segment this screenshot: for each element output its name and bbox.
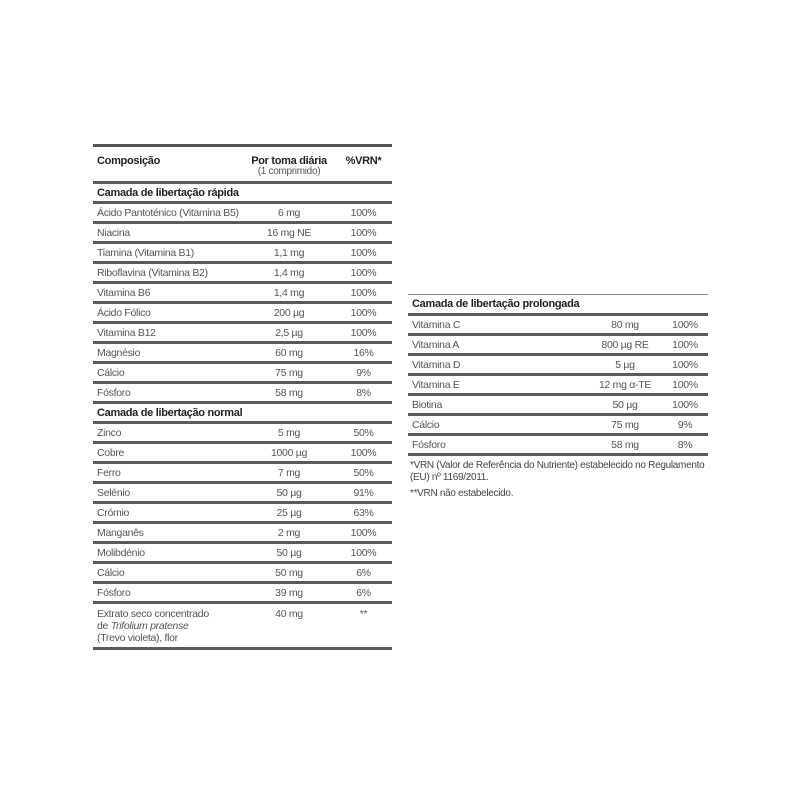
table-row	[408, 315, 708, 335]
nutrient-name: Fósforo	[408, 435, 588, 455]
nutrient-amount: 60 mg	[243, 343, 335, 363]
nutrient-name: Vitamina C	[408, 315, 588, 335]
nutrient-vrn: 100%	[335, 203, 392, 223]
nutrient-amount: 5 µg	[588, 355, 662, 375]
nutrient-vrn: 50%	[335, 423, 392, 443]
nutrient-name: Fósforo	[93, 583, 243, 603]
nutrient-vrn: 100%	[662, 395, 708, 415]
nutrient-name: Ferro	[93, 463, 243, 483]
table-row	[408, 415, 708, 435]
nutrient-vrn: 100%	[662, 335, 708, 355]
table-row	[93, 263, 392, 283]
table-row	[93, 243, 392, 263]
extract-line1: Extrato seco concentrado	[97, 608, 209, 620]
table-row	[93, 523, 392, 543]
nutrient-vrn: **	[335, 603, 392, 649]
section-title: Camada de libertação prolongada	[408, 295, 708, 315]
nutrient-amount: 50 mg	[243, 563, 335, 583]
nutrient-vrn: 8%	[662, 435, 708, 455]
table-row	[408, 335, 708, 355]
nutrient-amount: 6 mg	[243, 203, 335, 223]
table-row-extract	[93, 603, 392, 649]
table-row	[93, 303, 392, 323]
nutrient-amount: 50 µg	[588, 395, 662, 415]
nutrient-amount: 2,5 µg	[243, 323, 335, 343]
nutrient-vrn: 8%	[335, 383, 392, 403]
nutrient-vrn: 6%	[335, 563, 392, 583]
nutrient-name: Vitamina E	[408, 375, 588, 395]
nutrient-vrn: 9%	[662, 415, 708, 435]
nutrient-name: Crómio	[93, 503, 243, 523]
table-row	[93, 343, 392, 363]
nutrient-amount: 40 mg	[243, 603, 335, 649]
nutrient-name: Niacina	[93, 223, 243, 243]
nutrient-vrn: 50%	[335, 463, 392, 483]
extract-latin-name: Trifolium pratense	[110, 620, 189, 632]
table-row	[408, 395, 708, 415]
table-row	[93, 223, 392, 243]
footnote-vrn-not-established: **VRN não estabelecido.	[410, 488, 514, 499]
nutrient-amount: 200 µg	[243, 303, 335, 323]
nutrient-amount: 58 mg	[588, 435, 662, 455]
nutrient-name: Vitamina A	[408, 335, 588, 355]
nutrient-name: Molibdénio	[93, 543, 243, 563]
table-row	[93, 483, 392, 503]
table-row	[93, 563, 392, 583]
nutrient-name: Magnésio	[93, 343, 243, 363]
table-row	[93, 283, 392, 303]
header-daily-dose-sub: (1 comprimido)	[257, 166, 321, 177]
nutrient-name: Ácido Fólico	[93, 303, 243, 323]
nutrient-amount: 2 mg	[243, 523, 335, 543]
section-header-normal	[93, 403, 392, 423]
table-row	[408, 435, 708, 455]
nutrient-name: Riboflavina (Vitamina B2)	[93, 263, 243, 283]
nutrient-vrn: 6%	[335, 583, 392, 603]
nutrient-vrn: 100%	[335, 323, 392, 343]
nutrient-vrn: 100%	[662, 315, 708, 335]
table-row	[93, 443, 392, 463]
nutrient-vrn: 100%	[335, 443, 392, 463]
section-title: Camada de libertação normal	[93, 403, 392, 423]
nutrient-vrn: 100%	[335, 523, 392, 543]
nutrient-vrn: 100%	[335, 303, 392, 323]
nutrient-amount: 39 mg	[243, 583, 335, 603]
nutrient-amount: 1000 µg	[243, 443, 335, 463]
nutrient-amount: 25 µg	[243, 503, 335, 523]
nutrient-amount: 7 mg	[243, 463, 335, 483]
section-title: Camada de libertação rápida	[93, 183, 392, 203]
nutrient-amount: 75 mg	[588, 415, 662, 435]
nutrient-name: Cálcio	[93, 563, 243, 583]
nutrient-vrn: 100%	[335, 223, 392, 243]
nutrient-name: Biotina	[408, 395, 588, 415]
nutrient-name: Manganês	[93, 523, 243, 543]
extract-line3: (Trevo violeta), flor	[97, 632, 178, 644]
nutrient-vrn: 100%	[335, 243, 392, 263]
table-row	[408, 355, 708, 375]
section-header-prolonged	[408, 295, 708, 315]
table-row	[408, 375, 708, 395]
nutrient-amount: 16 mg NE	[243, 223, 335, 243]
nutrient-vrn: 100%	[335, 263, 392, 283]
nutrient-amount: 800 µg RE	[588, 335, 662, 355]
nutrient-name: Zinco	[93, 423, 243, 443]
nutrient-name: Cálcio	[93, 363, 243, 383]
table-row	[93, 203, 392, 223]
header-composition: Composição	[93, 146, 243, 183]
section-header-rapid	[93, 183, 392, 203]
nutrient-vrn: 91%	[335, 483, 392, 503]
prolonged-release-table	[408, 294, 708, 456]
table-row	[93, 503, 392, 523]
nutrient-name: Tiamina (Vitamina B1)	[93, 243, 243, 263]
nutrient-name: Cobre	[93, 443, 243, 463]
table-header-row	[93, 146, 392, 183]
footnote-vrn-definition: *VRN (Valor de Referência do Nutriente) estabelecido no Regulamento (EU) nº 1169/2011.	[410, 460, 705, 483]
nutrient-amount: 1,4 mg	[243, 283, 335, 303]
nutrient-vrn: 100%	[335, 283, 392, 303]
nutrient-name: Vitamina B12	[93, 323, 243, 343]
table-row	[93, 323, 392, 343]
nutrient-vrn: 16%	[335, 343, 392, 363]
nutrient-name: Vitamina D	[408, 355, 588, 375]
extract-line2-prefix: de	[97, 620, 111, 632]
nutrient-vrn: 9%	[335, 363, 392, 383]
nutrient-amount: 50 µg	[243, 483, 335, 503]
composition-table	[93, 144, 392, 650]
nutrient-amount: 1,1 mg	[243, 243, 335, 263]
nutrient-amount: 58 mg	[243, 383, 335, 403]
nutrient-amount: 1,4 mg	[243, 263, 335, 283]
nutrient-vrn: 63%	[335, 503, 392, 523]
header-vrn: %VRN*	[335, 146, 392, 183]
nutrient-vrn: 100%	[662, 355, 708, 375]
nutrient-name: Cálcio	[408, 415, 588, 435]
nutrient-vrn: 100%	[335, 543, 392, 563]
nutrient-name: Vitamina B6	[93, 283, 243, 303]
table-row	[93, 543, 392, 563]
nutrient-amount: 75 mg	[243, 363, 335, 383]
nutrient-name: Fósforo	[93, 383, 243, 403]
footnotes	[410, 460, 710, 504]
table-row	[93, 423, 392, 443]
nutrient-amount: 50 µg	[243, 543, 335, 563]
nutrient-amount: 80 mg	[588, 315, 662, 335]
nutrient-name: Selénio	[93, 483, 243, 503]
table-row	[93, 363, 392, 383]
nutrient-name: Ácido Pantoténico (Vitamina B5)	[93, 203, 243, 223]
header-daily-dose	[243, 146, 335, 183]
header-daily-dose-label: Por toma diária	[251, 155, 327, 167]
table-row	[93, 383, 392, 403]
nutrient-vrn: 100%	[662, 375, 708, 395]
nutrient-amount: 5 mg	[243, 423, 335, 443]
extract-name	[93, 603, 243, 649]
nutrient-amount: 12 mg α-TE	[588, 375, 662, 395]
table-row	[93, 463, 392, 483]
table-row	[93, 583, 392, 603]
